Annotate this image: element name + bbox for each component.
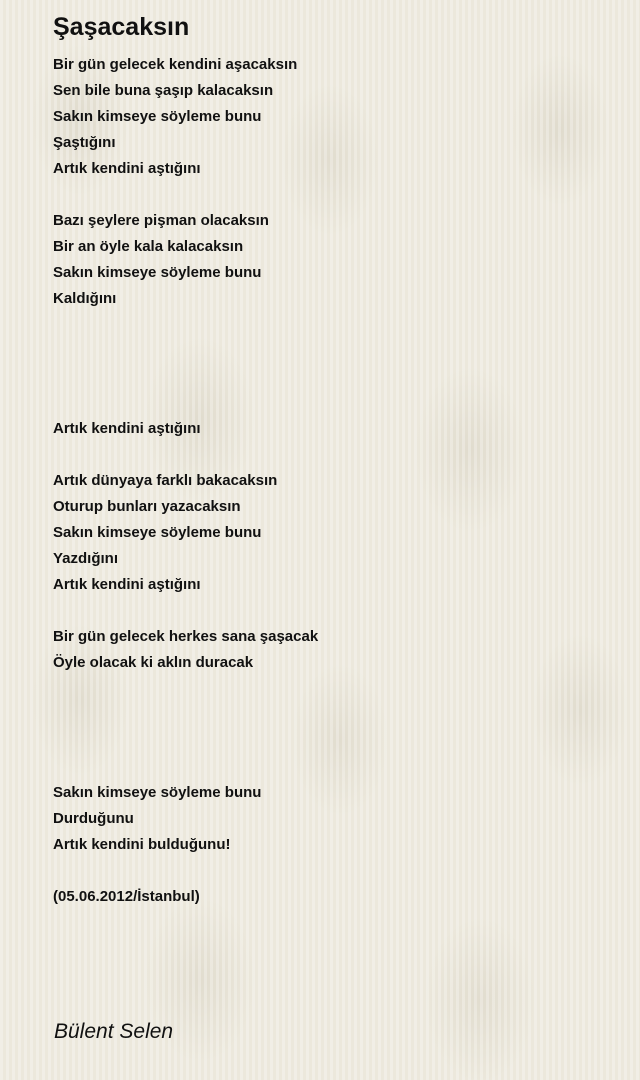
poem-line: Artık kendini aştığını	[53, 420, 201, 437]
poem-line: Bir an öyle kala kalacaksın	[53, 238, 244, 255]
poem-line: Sakın kimseye söyleme bunu	[53, 108, 262, 125]
poem-line: Artık kendini bulduğunu!	[53, 836, 231, 853]
poem-line: Yazdığını	[53, 550, 119, 567]
poem-line: Bir gün gelecek kendini aşacaksın	[53, 56, 298, 73]
poem-line: Oturup bunları yazacaksın	[53, 498, 241, 515]
poem-line: Kaldığını	[53, 290, 117, 307]
poem-line: Sakın kimseye söyleme bunu	[53, 264, 262, 281]
poem-line	[53, 442, 613, 468]
poem-line	[53, 676, 613, 702]
poem-line: Sakın kimseye söyleme bunu	[53, 524, 262, 541]
poem-line: Sakın kimseye söyleme bunu	[53, 784, 262, 801]
poem-date: (05.06.2012/İstanbul)	[53, 888, 200, 905]
poem-line: Artık kendini aştığını	[53, 160, 201, 177]
poem-line	[53, 338, 613, 364]
poem-line	[53, 312, 613, 338]
poem-line: Öyle olacak ki aklın duracak	[53, 654, 254, 671]
poem-line: Artık dünyaya farklı bakacaksın	[53, 472, 278, 489]
poem-line: Sen bile buna şaşıp kalacaksın	[53, 82, 274, 99]
poem-body	[53, 52, 613, 910]
poem-title: Şaşacaksın	[53, 13, 190, 41]
poem-line	[53, 182, 613, 208]
poem-line: Bir gün gelecek herkes sana şaşacak	[53, 628, 319, 645]
poem-line: Bazı şeylere pişman olacaksın	[53, 212, 269, 229]
poem-line: Şaştığını	[53, 134, 116, 151]
poem-line: Durduğunu	[53, 810, 134, 827]
poem-line	[53, 702, 613, 728]
poem-line	[53, 728, 613, 754]
poem-line	[53, 390, 613, 416]
poem-line	[53, 858, 613, 884]
poem-line	[53, 754, 613, 780]
poem-line: Artık kendini aştığını	[53, 576, 201, 593]
author-signature: Bülent Selen	[54, 1020, 174, 1043]
poem-line	[53, 598, 613, 624]
poem-line	[53, 364, 613, 390]
